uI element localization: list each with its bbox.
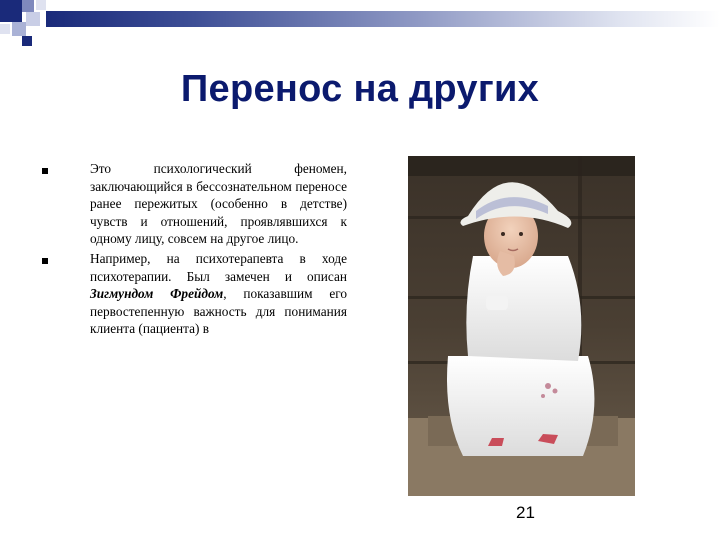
slide-number: 21 xyxy=(516,503,535,522)
bullet-text-part: , показавшим его первостепенную важность для понимания клиента (пациента) в xyxy=(90,286,347,337)
slide-title: Перенос на других xyxy=(180,68,540,110)
bullet-text-part: Например, на психотерапевта в ходе психотерапии. Был замечен и описан xyxy=(90,250,347,284)
bullet-text: Это психологический феномен, заключающийся в бессознательном переносе ранее пережитых (особенно в детстве) чувств и отношений, проявлявшихся к одному лицу, совсем на другое лицо. xyxy=(90,161,347,247)
emphasized-name: Зигмундом Фрейдом xyxy=(90,286,224,302)
bullet-text xyxy=(90,250,347,338)
bullet-item xyxy=(42,160,347,248)
header-gradient-bar xyxy=(46,11,720,27)
bullet-list xyxy=(42,160,347,338)
square-bullet-icon xyxy=(42,258,48,264)
square-bullet-icon xyxy=(42,168,48,174)
bullet-item xyxy=(42,250,347,338)
girl-in-white-hat-photo xyxy=(408,156,635,496)
